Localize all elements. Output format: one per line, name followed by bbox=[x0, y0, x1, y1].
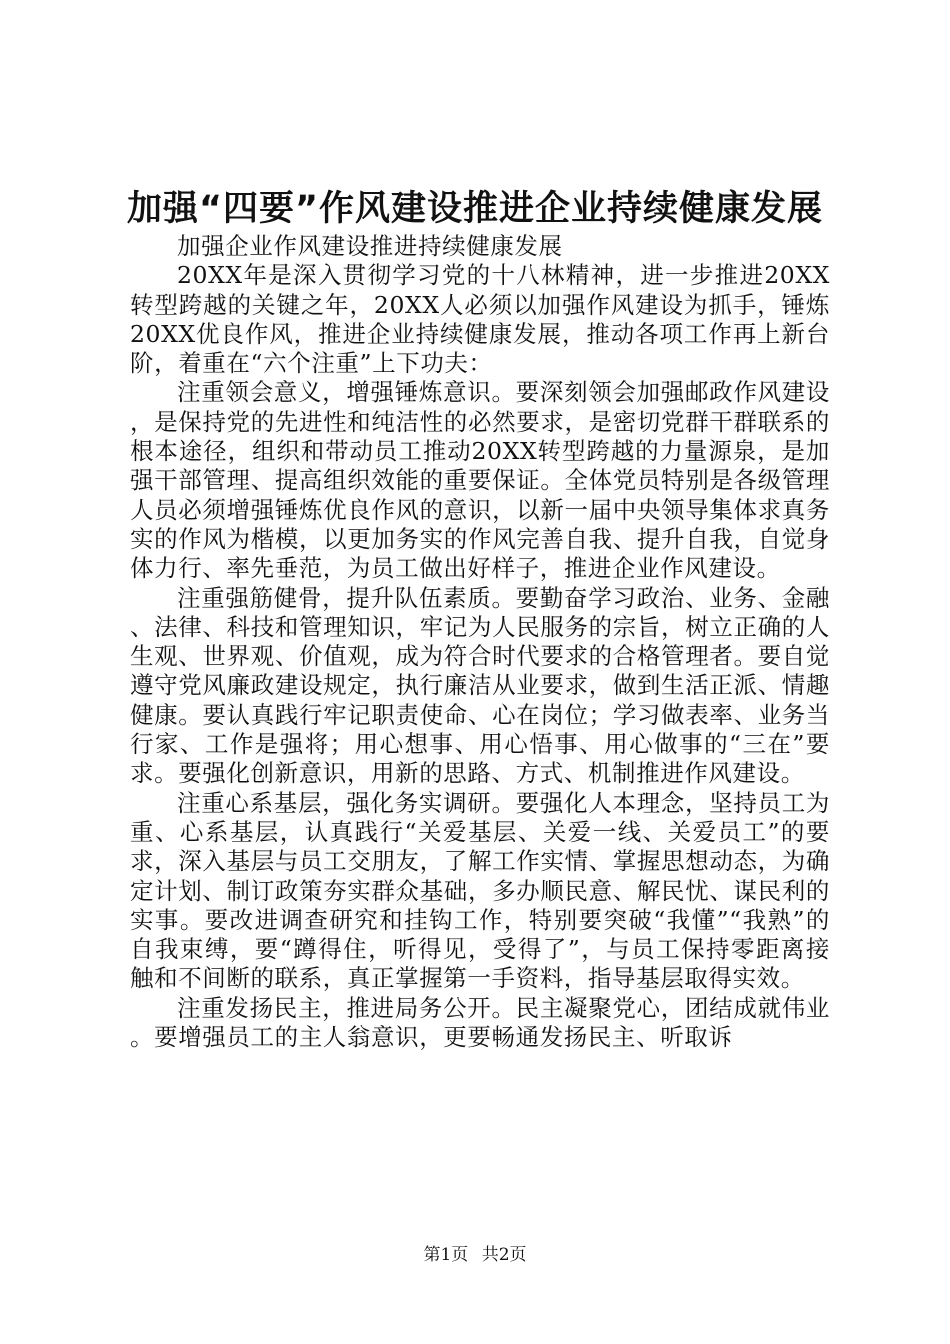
document-title: 加强“四要”作风建设推进企业持续健康发展 bbox=[126, 189, 823, 229]
document-body bbox=[130, 232, 830, 1052]
paragraph-intro: 20XX年是深入贯彻学习党的十八林精神，进一步推进20XX转型跨越的关键之年，20XX人必须以加强作风建设为抓手，锤炼20XX优良作风，推进企业持续健康发展，推动各项工作再上新台阶，着重在“六个注重”上下功夫： bbox=[130, 261, 830, 378]
paragraph-grassroots: 注重心系基层，强化务实调研。要强化人本理念，坚持员工为重、心系基层，认真践行“关爱基层、关爱一线、关爱员工”的要求，深入基层与员工交朋友，了解工作实情、掌握思想动态，为确定计划、制订政策夯实群众基础，多办顺民意、解民忧、谋民利的实事。要改进调查研究和挂钩工作，特别要突破“我懂”“我熟”的自我束缚，要“蹲得住，听得见，受得了”，与员工保持零距离接触和不间断的联系，真正掌握第一手资料，指导基层取得实效。 bbox=[130, 788, 830, 993]
paragraph-quality: 注重强筋健骨，提升队伍素质。要勤奋学习政治、业务、金融、法律、科技和管理知识，牢记为人民服务的宗旨，树立正确的人生观、世界观、价值观，成为符合时代要求的合格管理者。要自觉遵守党风廉政建设规定，执行廉洁从业要求，做到生活正派、情趣健康。要认真践行牢记职责使命、心在岗位；学习做表率、业务当行家、工作是强将；用心想事、用心悟事、用心做事的“三在”要求。要强化创新意识，用新的思路、方式、机制推进作风建设。 bbox=[130, 583, 830, 788]
paragraph-subtitle: 加强企业作风建设推进持续健康发展 bbox=[177, 232, 563, 260]
page-number-total: 共2页 bbox=[481, 1245, 527, 1265]
page-footer bbox=[0, 1243, 950, 1267]
page-number-current: 第1页 bbox=[423, 1245, 469, 1265]
paragraph-meaning: 注重领会意义，增强锤炼意识。要深刻领会加强邮政作风建设，是保持党的先进性和纯洁性的必然要求，是密切党群干群联系的根本途径，组织和带动员工推动20XX转型跨越的力量源泉，是加强干部管理、提高组织效能的重要保证。全体党员特别是各级管理人员必须增强锤炼优良作风的意识，以新一届中央领导集体求真务实的作风为楷模，以更加务实的作风完善自我、提升自我，自觉身体力行、率先垂范，为员工做出好样子，推进企业作风建设。 bbox=[130, 378, 830, 583]
paragraph-democracy: 注重发扬民主，推进局务公开。民主凝聚党心，团结成就伟业。要增强员工的主人翁意识，更要畅通发扬民主、听取诉 bbox=[130, 993, 830, 1052]
